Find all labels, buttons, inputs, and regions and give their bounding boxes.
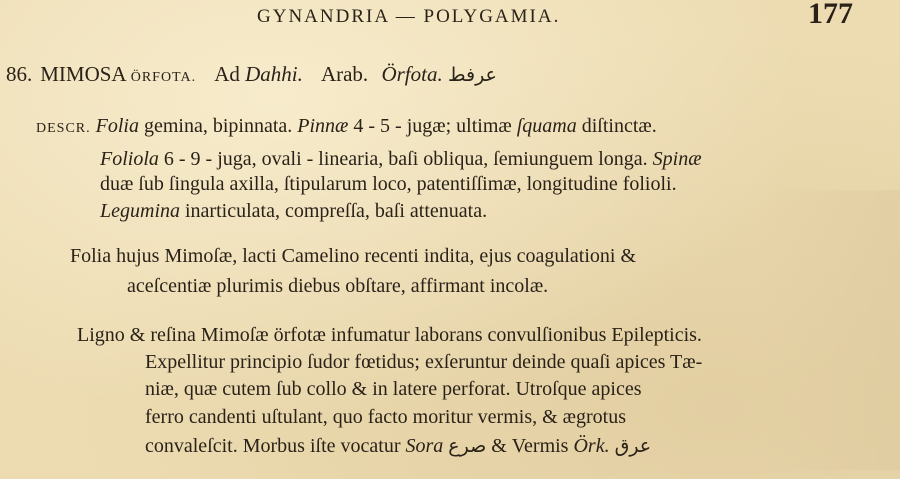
language-label: Arab. (320, 62, 369, 86)
text-run: Legumina (100, 200, 180, 222)
text-run: Folia (95, 115, 139, 137)
text-run: ſquama (516, 115, 577, 137)
text-run: Foliola (100, 148, 159, 170)
ork-term: Örk. (573, 435, 610, 457)
entry-number: 86. (6, 62, 33, 86)
description-line (100, 199, 487, 223)
paragraph-line: Folia hujus Mimoſæ, lacti Camelino recenti indita, ejus coagulationi & (70, 245, 637, 267)
paragraph-line: Expellitur principio ſudor fœtidus; exſeruntur deinde quaſi apices Tæ- (145, 351, 703, 373)
running-header: GYNANDRIA — POLYGAMIA. (257, 6, 561, 27)
text-run: DESCR. (36, 121, 91, 136)
text-run: duæ ſub ſingula axilla, ſtipularum loco, patentiſſimæ, longitudine folioli. (100, 173, 677, 195)
paragraph-line: convaleſcit. Morbus iſte vocatur Sora صرع & Vermis Örk. عرق (145, 435, 652, 457)
sora-term: Sora (405, 435, 444, 457)
text-run: inarticulata, compreſſa, baſi attenuata. (180, 200, 488, 222)
paragraph-line: ferro candenti uſtulant, quo facto moritur vermis, & ægrotus (145, 406, 626, 428)
description-line (100, 147, 702, 171)
text-run: gemina, bipinnata. (138, 115, 298, 137)
text-run: diſtinctæ. (576, 115, 657, 137)
sora-arabic: صرع (448, 435, 487, 457)
paragraph-line: aceſcentiæ plurimis diebus obſtare, affirmant incolæ. (127, 275, 549, 297)
ork-arabic: عرق (614, 435, 652, 457)
text-run: 4 - 5 - jugæ; ultimæ (348, 115, 517, 137)
paragraph-line: niæ, quæ cutem ſub collo & in latere perforat. Utroſque apices (145, 378, 642, 400)
text-run: Spinæ (652, 148, 702, 170)
locality-name: Dahhi. (245, 62, 303, 86)
species-name: ÖRFOTA. (130, 70, 197, 85)
paper-stain (760, 190, 900, 470)
entry-heading (6, 62, 497, 90)
page-number: 177 (808, 0, 853, 30)
text-run: 6 - 9 - juga, ovali - linearia, baſi obliqua, ſemiunguem longa. (158, 148, 653, 170)
text-run: Pinnæ (297, 115, 349, 137)
locality-label: Ad Dahhi. (214, 62, 303, 86)
description-line (100, 172, 677, 196)
arabic-name-latin: Örfota. (381, 62, 443, 86)
description-line (36, 114, 657, 141)
arabic-name-script: عرفط (447, 64, 497, 86)
paragraph-line: Ligno & reſina Mimoſæ örfotæ infumatur laborans convulſionibus Epilepticis. (77, 324, 702, 346)
genus-name: MIMOSA (40, 62, 126, 86)
